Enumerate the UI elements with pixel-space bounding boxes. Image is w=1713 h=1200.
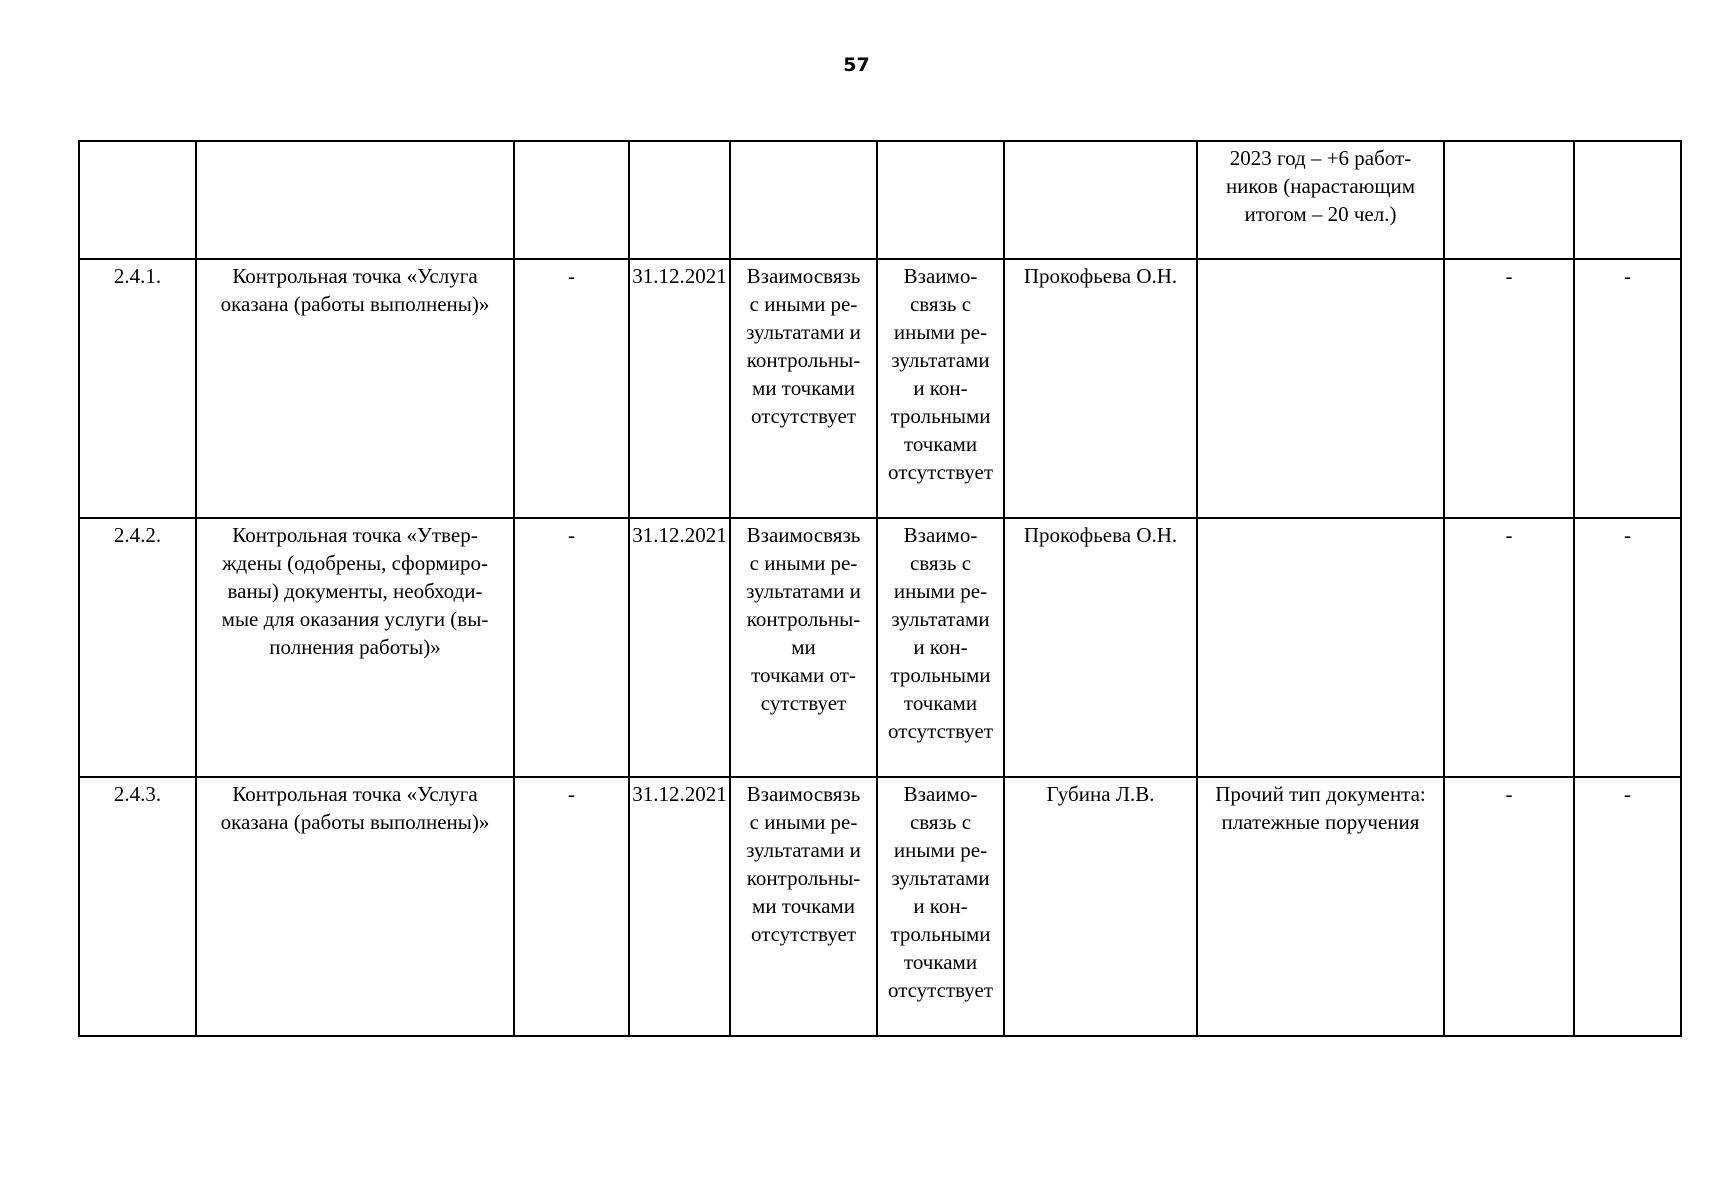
cell-empty [514,141,629,259]
cell-number: 2.4.2. [79,518,196,777]
table-row-continuation [79,141,1681,259]
cell-col9: - [1444,777,1574,1036]
cell-successor: Взаимо- связь с иными ре- зультатами и кон- трольными точками отсутствует [877,518,1004,777]
cell-col10: - [1574,518,1681,777]
cell-end-date: 31.12.2021 [629,777,730,1036]
cell-document [1197,518,1444,777]
table-row [79,259,1681,518]
cell-empty [1574,141,1681,259]
table-row [79,777,1681,1036]
cell-responsible: Прокофьева О.Н. [1004,259,1197,518]
cell-empty [1004,141,1197,259]
cell-empty [79,141,196,259]
cell-predecessor: Взаимосвязь с иными ре- зультатами и контрольны- ми точками от- сутствует [730,518,877,777]
cell-empty [730,141,877,259]
table-row [79,518,1681,777]
cell-number: 2.4.3. [79,777,196,1036]
cell-name: Контрольная точка «Услуга оказана (работы выполнены)» [196,777,514,1036]
plan-table [78,140,1682,1037]
cell-responsible: Прокофьева О.Н. [1004,518,1197,777]
cell-document [1197,259,1444,518]
cell-predecessor: Взаимосвязь с иными ре- зультатами и контрольны- ми точками отсутствует [730,777,877,1036]
cell-start-date: - [514,259,629,518]
cell-empty [196,141,514,259]
cell-name: Контрольная точка «Утвер- ждены (одобрены, сформиро- ваны) документы, необходи- мые для оказания услуги (вы- полнения работы)» [196,518,514,777]
cell-start-date: - [514,777,629,1036]
cell-successor: Взаимо- связь с иными ре- зультатами и кон- трольными точками отсутствует [877,259,1004,518]
cell-col9: - [1444,259,1574,518]
cell-col9: - [1444,518,1574,777]
cell-empty [1444,141,1574,259]
cell-start-date: - [514,518,629,777]
cell-workers-note: 2023 год – +6 работ- ников (нарастающим итогом – 20 чел.) [1197,141,1444,259]
cell-predecessor: Взаимосвязь с иными ре- зультатами и контрольны- ми точками отсутствует [730,259,877,518]
cell-document: Прочий тип документа: платежные поручения [1197,777,1444,1036]
cell-col10: - [1574,259,1681,518]
cell-empty [877,141,1004,259]
cell-successor: Взаимо- связь с иными ре- зультатами и кон- трольными точками отсутствует [877,777,1004,1036]
cell-end-date: 31.12.2021 [629,518,730,777]
cell-col10: - [1574,777,1681,1036]
cell-end-date: 31.12.2021 [629,259,730,518]
cell-responsible: Губина Л.В. [1004,777,1197,1036]
cell-empty [629,141,730,259]
cell-number: 2.4.1. [79,259,196,518]
cell-name: Контрольная точка «Услуга оказана (работы выполнены)» [196,259,514,518]
page-number: 57 [843,54,870,76]
